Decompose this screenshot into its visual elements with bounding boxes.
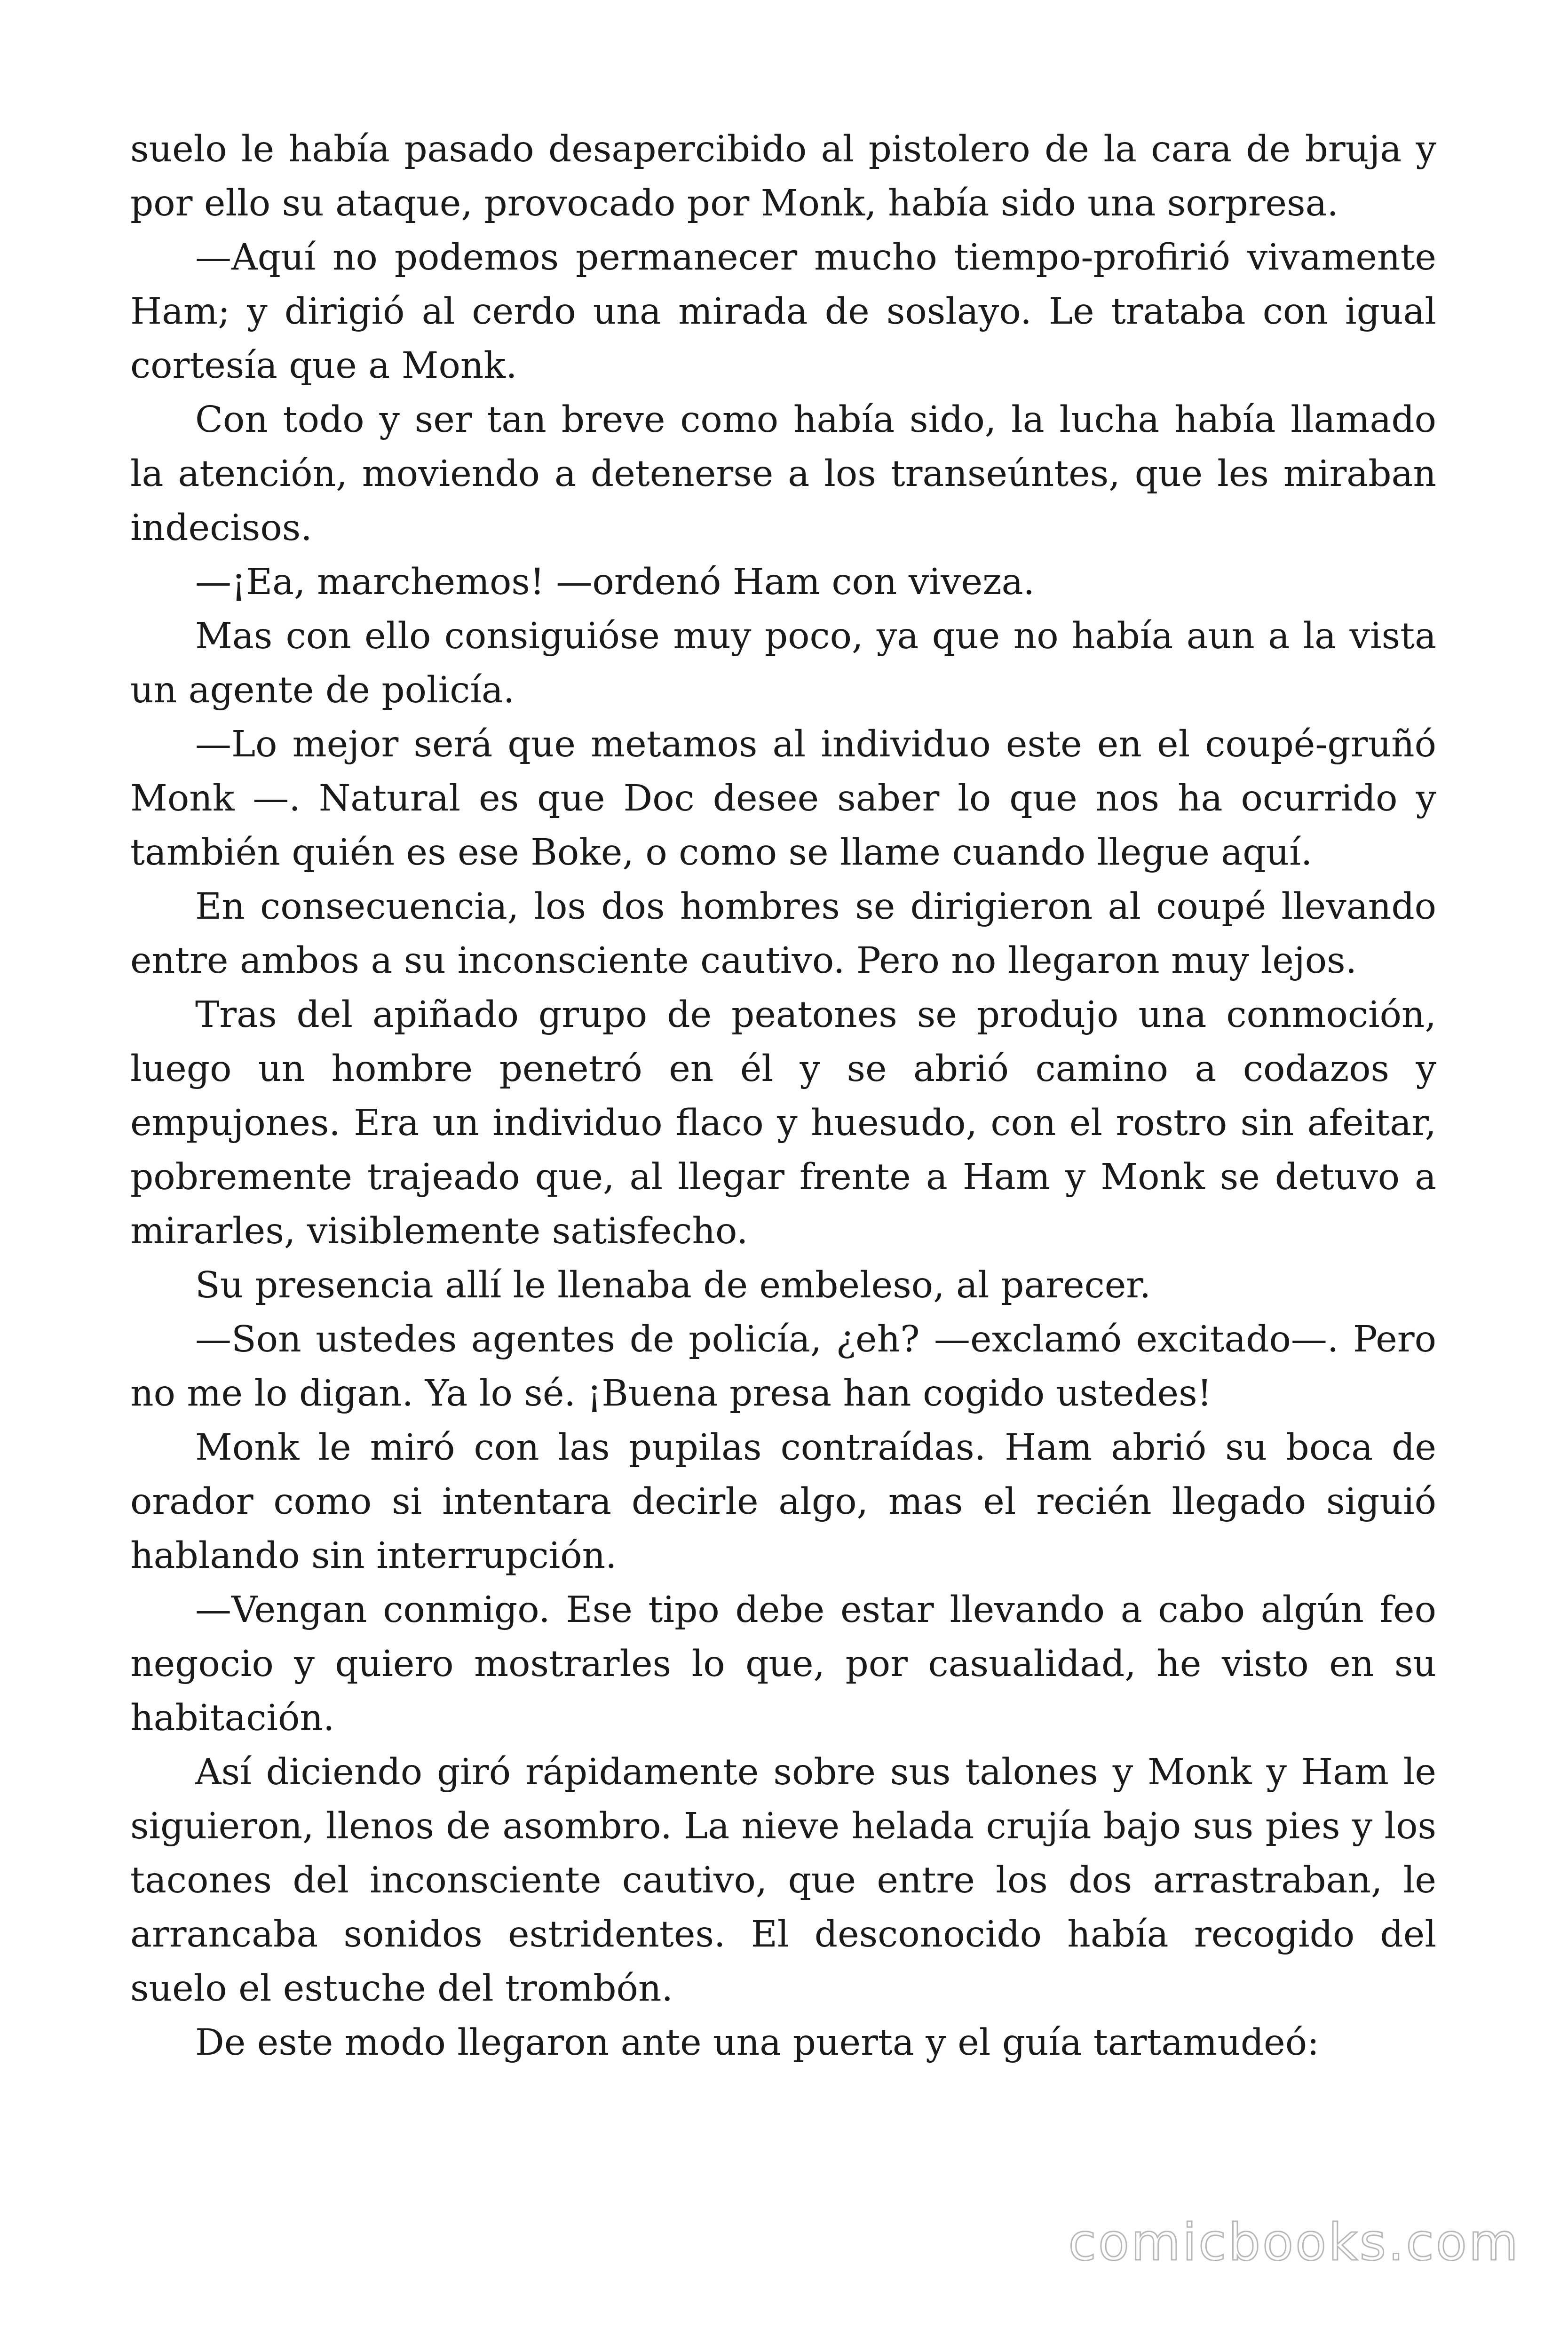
text-column [130,122,1436,2070]
paragraph: Monk le miró con las pupilas contraídas. Ham abrió su boca de orador como si intentara decirle algo, mas el recién llegado siguió hablando sin interrupción. [130,1427,1436,1577]
paragraph: —¡Ea, marchemos! —ordenó Ham con viveza. [195,561,1035,603]
paragraph: De este modo llegaron ante una puerta y el guía tartamudeó: [195,2022,1320,2064]
paragraph: —Aquí no podemos permanecer mucho tiempo-profirió vivamente Ham; y dirigió al cerdo una mirada de soslayo. Le trataba con igual cortesía que a Monk. [130,237,1436,387]
paragraph: Así diciendo giró rápidamente sobre sus talones y Monk y Ham le siguieron, llenos de asombro. La nieve helada crujía bajo sus pies y los tacones del inconsciente cautivo, que entre los dos arrastraban, le arrancaba sonidos estridentes. El desconocido había recogido del suelo el estuche del trombón. [130,1751,1436,2010]
paragraph: —Son ustedes agentes de policía, ¿eh? —exclamó excitado—. Pero no me lo digan. Ya lo sé. ¡Buena presa han cogido ustedes! [130,1319,1436,1414]
paragraph: —Lo mejor será que metamos al individuo este en el coupé-gruñó Monk —. Natural es que Doc desee saber lo que nos ha ocurrido y también quién es ese Boke, o como se llame cuando llegue aquí. [130,723,1436,874]
paragraph: Mas con ello consiguióse muy poco, ya que no había aun a la vista un agente de policía. [130,615,1436,711]
paragraph: En consecuencia, los dos hombres se dirigieron al coupé llevando entre ambos a su inconsciente cautivo. Pero no llegaron muy lejos. [130,886,1436,982]
watermark: comicbooks.com [1068,2213,1520,2272]
paragraph: Con todo y ser tan breve como había sido, la lucha había llamado la atención, moviendo a detenerse a los transeúntes, que les miraban indecisos. [130,399,1436,549]
paragraph: Tras del apiñado grupo de peatones se produjo una conmoción, luego un hombre penetró en él y se abrió camino a codazos y empujones. Era un individuo flaco y huesudo, con el rostro sin afeitar, pobremente trajeado que, al llegar frente a Ham y Monk se detuvo a mirarles, visiblemente satisfecho. [130,994,1436,1252]
paragraph: Su presencia allí le llenaba de embeleso, al parecer. [195,1264,1151,1306]
paragraph: —Vengan conmigo. Ese tipo debe estar llevando a cabo algún feo negocio y quiero mostrarles lo que, por casualidad, he visto en su habitación. [130,1589,1436,1739]
paragraph-continuation: suelo le había pasado desapercibido al pistolero de la cara de bruja y por ello su ataque, provocado por Monk, había sido una sorpresa. [130,128,1436,224]
